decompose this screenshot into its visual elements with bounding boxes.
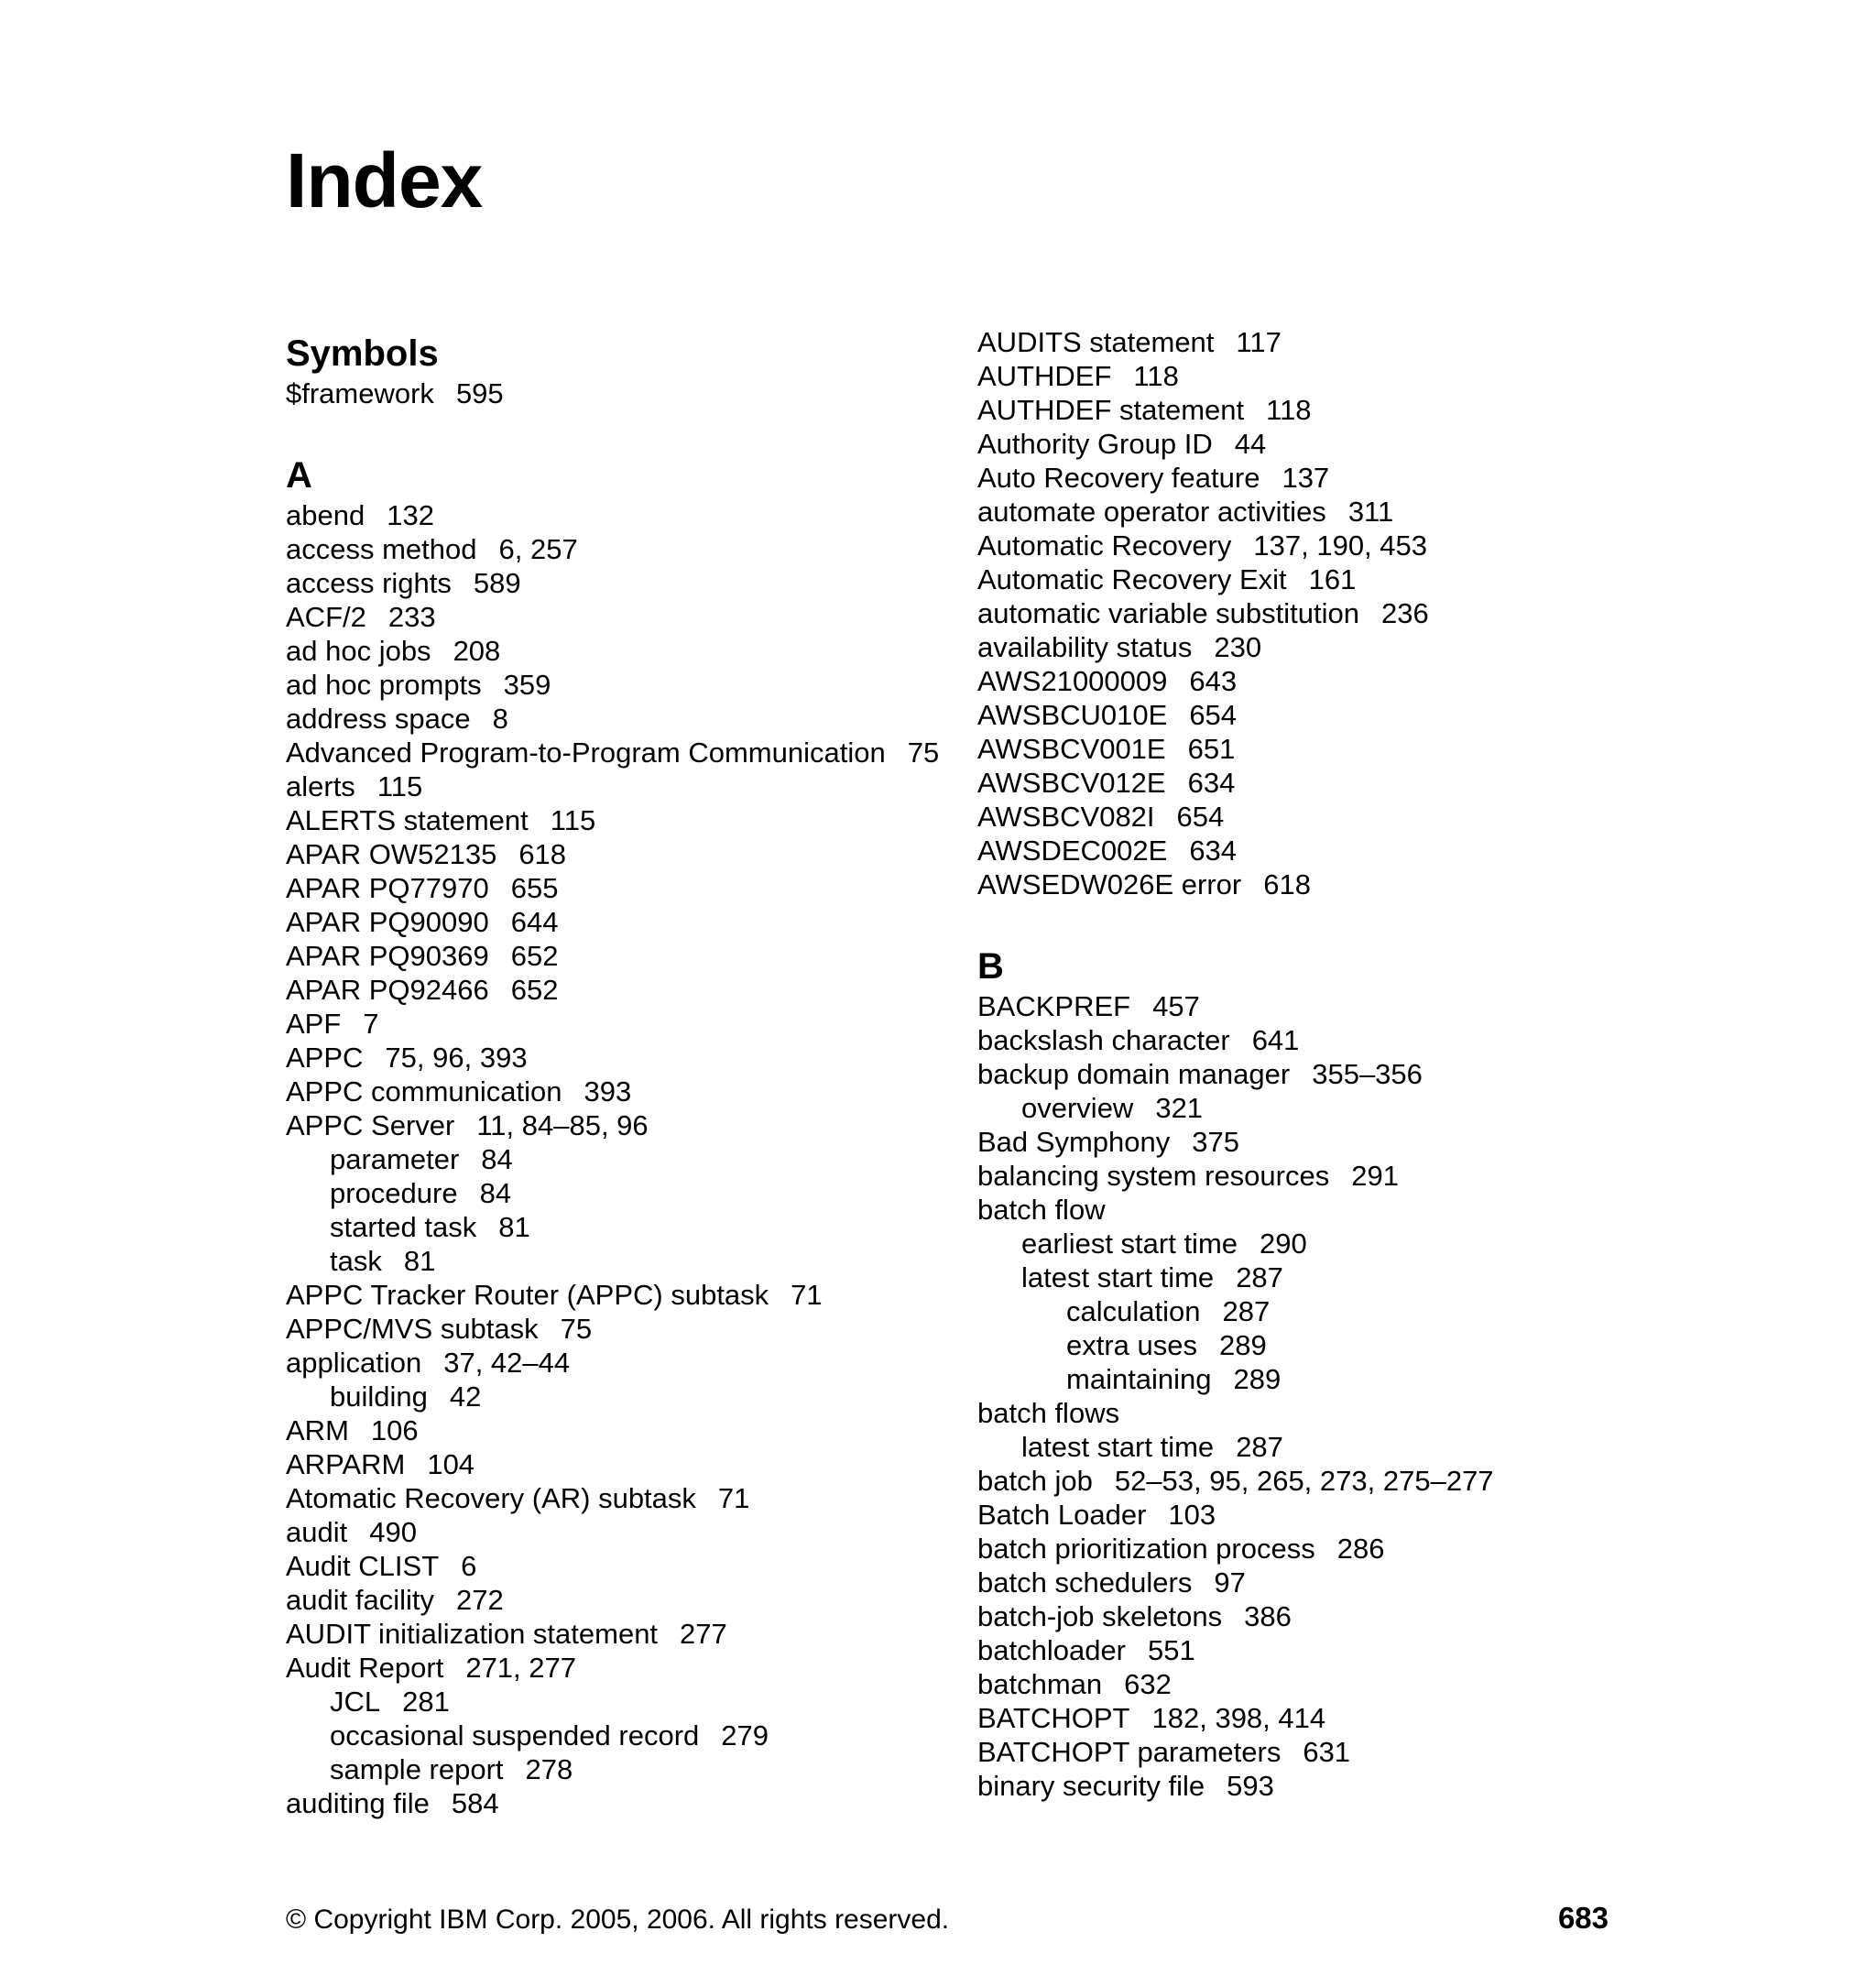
index-page-refs: 117 xyxy=(1236,326,1282,358)
index-entry xyxy=(977,1701,1325,1735)
index-page-refs: 84 xyxy=(481,1143,513,1175)
index-page-refs: 115 xyxy=(550,804,596,836)
index-entry xyxy=(977,1498,1216,1532)
index-entry xyxy=(977,1464,1494,1498)
index-entry xyxy=(977,834,1237,868)
index-page-refs: 644 xyxy=(510,906,559,938)
index-term: ARM xyxy=(286,1414,349,1446)
index-term: audit facility xyxy=(286,1584,434,1616)
index-page-refs: 137, 190, 453 xyxy=(1253,529,1428,562)
index-page-refs: 595 xyxy=(455,377,504,409)
page-number: 683 xyxy=(1557,1901,1609,1935)
index-page-refs: 6, 257 xyxy=(498,533,578,565)
index-term: calculation xyxy=(1066,1295,1201,1327)
index-term: APAR OW52135 xyxy=(286,838,497,870)
index-page-refs: 233 xyxy=(387,601,436,633)
index-page-refs: 115 xyxy=(376,770,423,802)
index-term: APAR PQ90369 xyxy=(286,940,489,972)
index-page-refs: 137 xyxy=(1282,462,1330,494)
index-term: Audit Report xyxy=(286,1652,444,1684)
index-page-refs: 584 xyxy=(451,1787,499,1819)
index-term: extra uses xyxy=(1066,1329,1198,1361)
index-page-refs: 589 xyxy=(473,567,521,599)
index-term: sample report xyxy=(330,1753,504,1785)
index-term: access method xyxy=(286,533,477,565)
index-entry xyxy=(977,325,1282,359)
index-term: auditing file xyxy=(286,1787,430,1819)
index-term: APPC/MVS subtask xyxy=(286,1313,539,1345)
index-page-refs: 7 xyxy=(363,1008,379,1040)
index-page-refs: 37, 42–44 xyxy=(443,1347,571,1379)
index-page-refs: 281 xyxy=(402,1686,450,1718)
index-entry xyxy=(286,1041,528,1075)
index-term: BACKPREF xyxy=(977,990,1131,1022)
index-term: earliest start time xyxy=(1021,1228,1238,1260)
index-page-refs: 84 xyxy=(479,1177,512,1209)
index-entry xyxy=(977,495,1393,529)
index-term: binary security file xyxy=(977,1770,1205,1802)
index-page-refs: 279 xyxy=(721,1719,769,1751)
index-subentry xyxy=(1021,1430,1283,1464)
index-entry xyxy=(977,1532,1384,1566)
index-page-refs: 593 xyxy=(1227,1770,1274,1802)
index-page-refs: 386 xyxy=(1244,1600,1292,1632)
index-term: batchloader xyxy=(977,1634,1127,1666)
index-entry xyxy=(286,1481,749,1515)
index-subentry xyxy=(330,1142,513,1176)
index-entry xyxy=(977,1396,1119,1430)
index-subentry xyxy=(1021,1091,1203,1125)
index-page-refs: 375 xyxy=(1192,1126,1239,1158)
index-page-refs: 71 xyxy=(717,1482,750,1514)
index-page-refs: 6 xyxy=(461,1550,477,1582)
index-entry xyxy=(977,359,1179,393)
index-page-refs: 654 xyxy=(1176,801,1225,833)
index-entry xyxy=(286,1651,576,1685)
index-entry xyxy=(977,393,1312,427)
index-page-refs: 490 xyxy=(369,1516,417,1548)
index-entry xyxy=(286,1312,592,1346)
index-entry xyxy=(286,376,504,410)
index-entry xyxy=(286,1549,476,1583)
index-term: batch schedulers xyxy=(977,1566,1193,1599)
index-page-refs: 654 xyxy=(1189,699,1238,731)
index-page-refs: 289 xyxy=(1233,1363,1282,1395)
index-page-refs: 75 xyxy=(560,1313,593,1345)
index-term: alerts xyxy=(286,770,355,802)
index-page-refs: 118 xyxy=(1266,394,1312,426)
copyright-notice: © Copyright IBM Corp. 2005, 2006. All rights reserved. xyxy=(286,1904,950,1935)
index-term: backup domain manager xyxy=(977,1058,1291,1090)
index-entry xyxy=(977,1599,1292,1633)
index-subentry xyxy=(1021,1227,1307,1260)
index-subentry xyxy=(330,1380,481,1413)
index-term: APPC xyxy=(286,1042,364,1074)
index-entry xyxy=(286,1108,649,1142)
index-term: Bad Symphony xyxy=(977,1126,1171,1158)
index-term: AUDIT initialization statement xyxy=(286,1618,659,1650)
index-entry xyxy=(286,1007,379,1041)
index-entry xyxy=(286,803,595,837)
index-entry xyxy=(286,600,436,634)
index-term: overview xyxy=(1021,1092,1134,1124)
index-page-refs: 287 xyxy=(1236,1261,1283,1293)
index-subentry xyxy=(1066,1362,1281,1396)
index-entry xyxy=(286,566,521,600)
index-term: application xyxy=(286,1347,422,1379)
index-term: audit xyxy=(286,1516,348,1548)
index-term: AWSBCU010E xyxy=(977,699,1168,731)
index-entry xyxy=(977,800,1224,834)
index-entry xyxy=(977,1193,1106,1227)
index-subentry xyxy=(330,1210,530,1244)
index-term: AWSBCV001E xyxy=(977,733,1166,765)
index-term: parameter xyxy=(330,1143,460,1175)
index-term: Auto Recovery feature xyxy=(977,462,1260,494)
index-term: automate operator activities xyxy=(977,496,1326,528)
index-page-refs: 52–53, 95, 265, 273, 275–277 xyxy=(1114,1465,1494,1497)
index-entry xyxy=(286,769,422,803)
index-page-refs: 651 xyxy=(1187,733,1236,765)
index-entry xyxy=(977,1769,1274,1803)
index-entry xyxy=(286,1346,570,1380)
index-term: access rights xyxy=(286,567,452,599)
index-entry xyxy=(977,1667,1172,1701)
index-term: batch flow xyxy=(977,1194,1106,1226)
index-subentry xyxy=(330,1176,511,1210)
index-term: APPC Tracker Router (APPC) subtask xyxy=(286,1279,769,1311)
index-entry xyxy=(977,427,1266,461)
index-page-refs: 182, 398, 414 xyxy=(1151,1702,1326,1734)
index-term: balancing system resources xyxy=(977,1160,1330,1192)
index-page-refs: 321 xyxy=(1155,1092,1204,1124)
index-page-refs: 287 xyxy=(1236,1431,1283,1463)
index-entry xyxy=(286,1413,419,1447)
index-term: availability status xyxy=(977,631,1193,663)
index-term: maintaining xyxy=(1066,1363,1212,1395)
index-term: ALERTS statement xyxy=(286,804,529,836)
index-page-refs: 618 xyxy=(518,838,567,870)
index-page-refs: 277 xyxy=(680,1618,727,1650)
index-entry xyxy=(286,1075,631,1108)
index-term: procedure xyxy=(330,1177,458,1209)
index-term: AWS21000009 xyxy=(977,665,1168,697)
index-page-refs: 97 xyxy=(1214,1566,1246,1599)
index-term: JCL xyxy=(330,1686,381,1718)
index-subentry xyxy=(330,1752,573,1786)
index-term: latest start time xyxy=(1021,1431,1215,1463)
index-page-refs: 42 xyxy=(449,1380,482,1413)
index-entry xyxy=(286,1278,823,1312)
index-entry xyxy=(286,1515,417,1549)
index-page-refs: 551 xyxy=(1148,1634,1195,1666)
index-page-refs: 311 xyxy=(1347,496,1394,528)
index-entry xyxy=(977,630,1261,664)
index-term: address space xyxy=(286,703,471,735)
index-entry xyxy=(286,1617,727,1651)
index-term: $framework xyxy=(286,377,434,409)
index-term: AUDITS statement xyxy=(977,326,1215,358)
index-term: backslash character xyxy=(977,1024,1230,1056)
index-term: BATCHOPT parameters xyxy=(977,1736,1282,1768)
index-page-refs: 11, 84–85, 96 xyxy=(476,1109,649,1141)
index-page-refs: 104 xyxy=(427,1448,475,1480)
index-entry xyxy=(977,562,1356,596)
index-page-refs: 359 xyxy=(503,669,551,701)
index-page-refs: 278 xyxy=(525,1753,573,1785)
index-entry xyxy=(286,871,558,905)
index-page-refs: 103 xyxy=(1168,1499,1216,1531)
index-term: APPC Server xyxy=(286,1109,455,1141)
index-entry xyxy=(977,698,1237,732)
index-section-heading: A xyxy=(286,455,312,496)
index-entry xyxy=(286,532,578,566)
index-term: building xyxy=(330,1380,428,1413)
index-term: batch job xyxy=(977,1465,1093,1497)
index-term: ad hoc jobs xyxy=(286,635,431,667)
index-entry xyxy=(286,702,508,736)
index-term: batch-job skeletons xyxy=(977,1600,1223,1632)
index-entry xyxy=(977,664,1237,698)
index-term: APAR PQ77970 xyxy=(286,872,489,904)
index-entry xyxy=(977,1159,1399,1193)
index-entry xyxy=(286,1583,504,1617)
index-page-refs: 118 xyxy=(1133,360,1179,392)
index-section-heading: Symbols xyxy=(286,333,439,374)
index-subentry xyxy=(330,1719,769,1752)
index-page-refs: 634 xyxy=(1187,767,1236,799)
index-term: AWSBCV082I xyxy=(977,801,1155,833)
index-page-refs: 71 xyxy=(791,1279,823,1311)
index-page-refs: 655 xyxy=(510,872,559,904)
index-term: occasional suspended record xyxy=(330,1719,700,1751)
index-page-refs: 81 xyxy=(498,1211,530,1243)
index-term: APAR PQ92466 xyxy=(286,974,489,1006)
index-term: started task xyxy=(330,1211,477,1243)
index-page-refs: 652 xyxy=(510,940,559,972)
index-entry xyxy=(286,973,558,1007)
index-term: ARPARM xyxy=(286,1448,406,1480)
index-term: Atomatic Recovery (AR) subtask xyxy=(286,1482,696,1514)
index-entry xyxy=(286,939,558,973)
index-entry xyxy=(286,1447,474,1481)
index-entry xyxy=(286,905,558,939)
index-entry xyxy=(286,634,500,668)
index-entry xyxy=(977,1633,1195,1667)
index-page-refs: 208 xyxy=(453,635,501,667)
index-subentry xyxy=(1066,1328,1267,1362)
index-page-refs: 81 xyxy=(403,1245,436,1277)
index-page-refs: 161 xyxy=(1308,563,1357,595)
index-term: abend xyxy=(286,499,365,531)
index-term: Advanced Program-to-Program Communication xyxy=(286,737,886,769)
index-entry xyxy=(286,498,434,532)
index-page-refs: 106 xyxy=(370,1414,419,1446)
index-page-refs: 632 xyxy=(1124,1668,1172,1700)
index-page-refs: 236 xyxy=(1381,597,1429,629)
index-subentry xyxy=(1021,1260,1283,1294)
index-term: APF xyxy=(286,1008,342,1040)
index-entry xyxy=(977,1057,1423,1091)
index-page-refs: 75, 96, 393 xyxy=(385,1042,528,1074)
index-page-refs: 272 xyxy=(455,1584,504,1616)
index-term: Authority Group ID xyxy=(977,428,1213,460)
index-term: AUTHDEF xyxy=(977,360,1112,392)
index-term: Automatic Recovery Exit xyxy=(977,563,1287,595)
index-entry xyxy=(286,736,939,769)
index-term: ad hoc prompts xyxy=(286,669,482,701)
index-page-refs: 652 xyxy=(510,974,559,1006)
index-entry xyxy=(977,1125,1239,1159)
index-term: Audit CLIST xyxy=(286,1550,440,1582)
index-page-refs: 291 xyxy=(1351,1160,1399,1192)
index-term: latest start time xyxy=(1021,1261,1215,1293)
index-page-refs: 290 xyxy=(1260,1228,1307,1260)
index-page-refs: 44 xyxy=(1234,428,1267,460)
index-page-refs: 634 xyxy=(1189,835,1238,867)
index-page-refs: 641 xyxy=(1251,1024,1300,1056)
index-page-refs: 355–356 xyxy=(1312,1058,1423,1090)
page-title: Index xyxy=(286,137,483,224)
index-term: AWSDEC002E xyxy=(977,835,1168,867)
index-page-refs: 271, 277 xyxy=(465,1652,576,1684)
index-entry xyxy=(977,732,1235,766)
index-page-refs: 286 xyxy=(1336,1533,1385,1565)
index-entry xyxy=(977,1023,1299,1057)
index-entry xyxy=(977,461,1329,495)
index-term: task xyxy=(330,1245,382,1277)
index-page-refs: 618 xyxy=(1263,868,1311,900)
index-page-refs: 631 xyxy=(1303,1736,1351,1768)
index-entry xyxy=(977,989,1200,1023)
index-page-refs: 230 xyxy=(1214,631,1262,663)
index-section-heading: B xyxy=(977,946,1004,987)
index-term: AWSBCV012E xyxy=(977,767,1166,799)
index-term: BATCHOPT xyxy=(977,1702,1130,1734)
index-page-refs: 457 xyxy=(1152,990,1200,1022)
index-term: batchman xyxy=(977,1668,1103,1700)
index-entry xyxy=(977,1735,1350,1769)
index-page-refs: 8 xyxy=(492,703,508,735)
index-entry xyxy=(286,837,566,871)
index-page-refs: 132 xyxy=(387,499,434,531)
index-entry xyxy=(286,668,551,702)
index-subentry xyxy=(330,1244,435,1278)
index-term: APAR PQ90090 xyxy=(286,906,489,938)
index-term: Automatic Recovery xyxy=(977,529,1232,562)
index-subentry xyxy=(330,1685,450,1719)
index-term: Batch Loader xyxy=(977,1499,1147,1531)
index-term: APPC communication xyxy=(286,1075,562,1108)
index-page-refs: 287 xyxy=(1222,1295,1271,1327)
index-subentry xyxy=(1066,1294,1270,1328)
index-page-refs: 393 xyxy=(584,1075,632,1108)
index-page-refs: 643 xyxy=(1189,665,1238,697)
index-entry xyxy=(977,868,1311,901)
index-term: AUTHDEF statement xyxy=(977,394,1245,426)
index-page-refs: 75 xyxy=(907,737,940,769)
index-entry xyxy=(977,529,1427,562)
index-entry xyxy=(977,596,1429,630)
index-entry xyxy=(977,766,1235,800)
index-term: AWSEDW026E error xyxy=(977,868,1242,900)
index-term: batch flows xyxy=(977,1397,1120,1429)
index-page-refs: 289 xyxy=(1219,1329,1267,1361)
index-term: batch prioritization process xyxy=(977,1533,1315,1565)
index-entry xyxy=(977,1566,1246,1599)
index-term: automatic variable substitution xyxy=(977,597,1360,629)
index-entry xyxy=(286,1786,499,1820)
index-term: ACF/2 xyxy=(286,601,366,633)
